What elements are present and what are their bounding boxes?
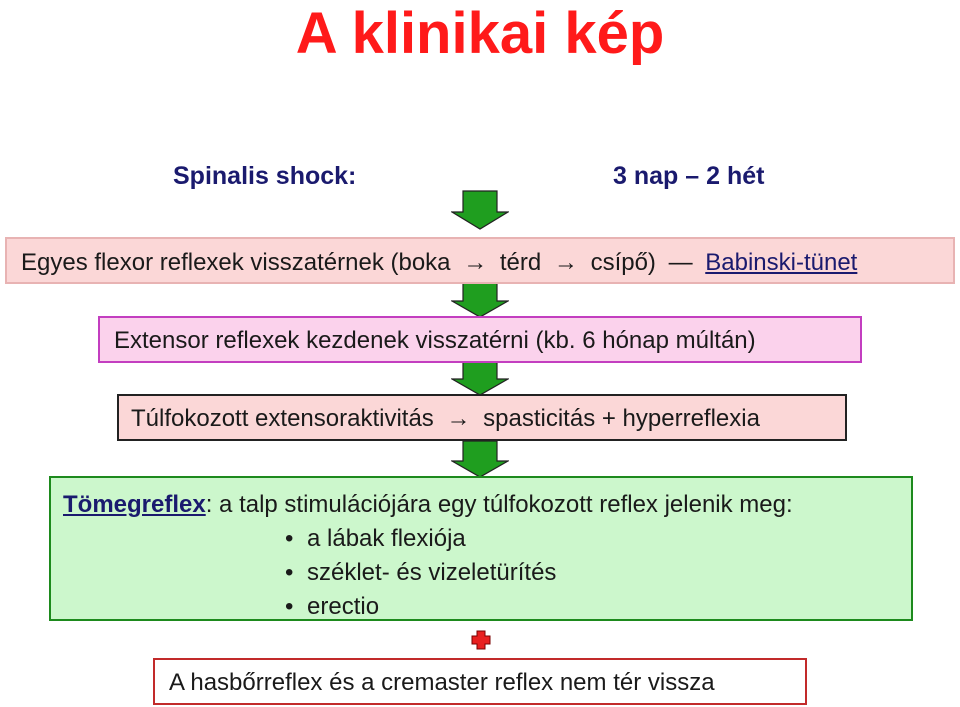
plus-icon [471, 630, 491, 650]
extensor-reflex-box [98, 316, 862, 363]
flexor-reflex-box [5, 237, 955, 284]
flexor-text-part1: Egyes flexor reflexek visszatérnek (boka [21, 249, 451, 276]
dash-icon: — [668, 249, 693, 276]
right-arrow-icon: → [446, 405, 471, 432]
list-item-text: széklet- és vizeletürítés [307, 559, 557, 586]
spasticity-box [117, 394, 847, 441]
list-item [63, 590, 911, 621]
mass-reflex-term[interactable]: Tömegreflex [63, 491, 206, 518]
spinal-shock-label: Spinalis shock: [173, 162, 357, 190]
slide-title: A klinikai kép [295, 1, 665, 66]
extensor-text: Extensor reflexek kezdenek visszatérni (kb. 6 hónap múltán) [114, 327, 756, 354]
flexor-text-part3: csípő) [590, 249, 656, 276]
right-arrow-icon: → [553, 249, 578, 276]
right-arrow-icon: → [463, 249, 488, 276]
abdominal-reflex-box [153, 658, 807, 705]
mass-reflex-heading [63, 488, 911, 522]
down-arrow-icon [451, 282, 509, 318]
down-arrow-icon [451, 360, 509, 396]
bullet-icon: • [285, 559, 294, 586]
babinski-link[interactable]: Babinski-tünet [705, 249, 858, 276]
down-arrow-icon [451, 440, 509, 478]
bullet-icon: • [285, 525, 294, 552]
flexor-text-part2: térd [499, 249, 542, 276]
mass-reflex-description: : a talp stimulációjára egy túlfokozott reflex jelenik meg: [205, 491, 793, 518]
spinal-shock-duration: 3 nap – 2 hét [613, 162, 765, 190]
spasticity-text-part2: spasticitás + hyperreflexia [483, 405, 760, 432]
mass-reflex-box [49, 476, 913, 621]
list-item [63, 556, 911, 590]
down-arrow-icon [451, 190, 509, 230]
abdominal-reflex-text: A hasbőrreflex és a cremaster reflex nem tér vissza [169, 669, 715, 696]
list-item-text: a lábak flexiója [307, 525, 466, 552]
bullet-icon: • [285, 593, 294, 620]
spasticity-text-part1: Túlfokozott extensoraktivitás [131, 405, 434, 432]
list-item-text: erectio [307, 593, 380, 620]
list-item [63, 522, 911, 556]
